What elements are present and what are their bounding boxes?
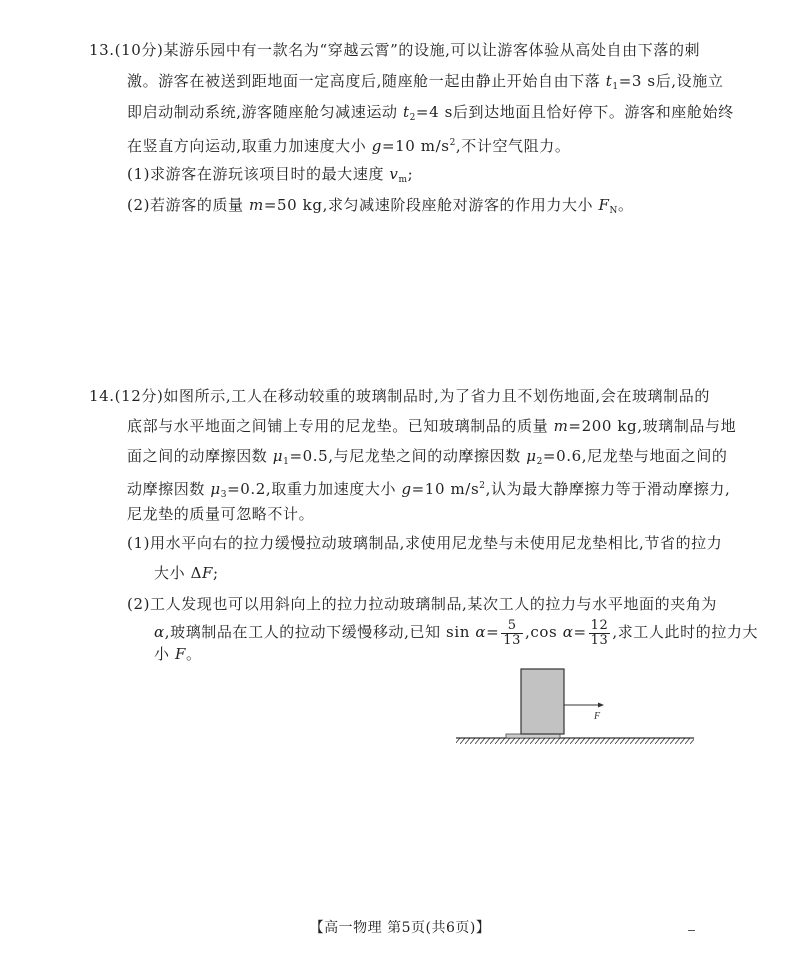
t2-variable: t: [402, 103, 410, 121]
q14-line-2: [127, 416, 736, 436]
q14-part2-text: 。: [185, 645, 202, 663]
corner-mark: [688, 930, 695, 931]
footer-text: 【高一物理 第5页(共6页)】: [309, 920, 491, 936]
vm-variable: v: [389, 165, 399, 183]
superscript: 2: [449, 138, 456, 148]
g-variable: g: [401, 480, 412, 498]
force-label: F: [594, 711, 601, 722]
q13-text: =10 m/s: [381, 137, 450, 155]
q14-line-1: [89, 386, 710, 406]
q14-text: =10 m/s: [411, 480, 480, 498]
q13-line-3: [127, 102, 734, 128]
q13-line-4: [127, 133, 570, 156]
fn-variable: F: [598, 196, 610, 214]
m-variable: m: [553, 417, 569, 435]
q13-part2-text: (2)若游客的质量: [127, 196, 250, 214]
mu1-subscript: 1: [283, 457, 290, 467]
q14-line-3: [127, 446, 728, 472]
q14-text: 底部与水平地面之间铺上专用的尼龙垫。已知玻璃制品的质量: [127, 417, 554, 435]
cos-denominator: 13: [590, 632, 609, 648]
equals-sign: =: [486, 623, 500, 641]
superscript: 2: [479, 481, 486, 491]
q14-text: =200 kg,玻璃制品与地: [568, 417, 737, 435]
page-footer: [0, 917, 800, 937]
mu2-variable: μ: [526, 447, 537, 465]
sin-denominator: 13: [503, 632, 522, 648]
q13-part-1: [127, 164, 413, 190]
ground-hatching: [456, 738, 694, 744]
q14-text: 动摩擦因数: [127, 480, 211, 498]
glass-block: [521, 669, 564, 734]
q13-text: 即启动制动系统,游客随座舱匀减速运动: [127, 103, 403, 121]
q14-text: 面之间的动摩擦因数: [127, 447, 273, 465]
q13-part1-text: ;: [407, 165, 414, 183]
q13-text: ,不计空气阻力。: [455, 137, 571, 155]
q14-part-1-line-1: [127, 533, 722, 553]
q14-part1-text: 大小 Δ: [154, 564, 203, 582]
q14-part1-text: ;: [213, 564, 219, 582]
sin-fraction: [501, 619, 523, 648]
mu1-variable: μ: [272, 447, 284, 465]
q14-part2-text: ,玻璃制品在工人的拉动下缓慢移动,已知 sin: [164, 623, 476, 641]
q13-text: 激。游客在被送到距地面一定高度后,随座舱一起由静止开始自由下落: [127, 72, 606, 90]
t1-subscript: 1: [612, 82, 619, 92]
q14-part-1-line-2: [154, 563, 219, 583]
q14-part-2-line-3: [154, 644, 202, 664]
q13-line-2: [127, 71, 723, 97]
cos-fraction: [589, 619, 611, 648]
q13-text: =4 s后到达地面且恰好停下。游客和座舱始终: [415, 103, 734, 121]
q14-part-2-line-1: [127, 594, 717, 614]
f-variable: F: [202, 564, 214, 582]
q14-part2-text: ,cos: [525, 623, 563, 641]
sin-numerator: 5: [501, 619, 523, 634]
mu2-subscript: 2: [536, 457, 543, 467]
q14-part2-text: ,求工人此时的拉力大: [612, 623, 759, 641]
q14-text: 尼龙垫的质量可忽略不计。: [127, 505, 315, 523]
q14-line-5: [127, 504, 314, 524]
q14-text: =0.5,与尼龙垫之间的动摩擦因数: [289, 447, 527, 465]
q14-part-2-line-2: [154, 617, 758, 648]
m-variable: m: [249, 196, 264, 214]
q13-part1-text: (1)求游客在游玩该项目时的最大速度: [127, 165, 390, 183]
t1-variable: t: [605, 72, 613, 90]
q14-part2-text: (2)工人发现也可以用斜向上的拉力拉动玻璃制品,某次工人的拉力与水平地面的夹角为: [127, 595, 718, 613]
q13-part-2: [127, 195, 634, 221]
vm-subscript: m: [398, 175, 408, 185]
q13-line-1: [89, 40, 700, 60]
glass-block-figure: [450, 660, 700, 750]
q13-text: 在竖直方向运动,取重力加速度大小: [127, 137, 372, 155]
cos-numerator: 12: [590, 617, 609, 633]
mu3-subscript: 3: [220, 490, 228, 500]
q14-part2-text: 小: [154, 645, 175, 663]
q14-text: =0.2,取重力加速度大小: [227, 480, 402, 498]
q13-stem-text: 13.(10分)某游乐园中有一款名为“穿越云霄”的设施,可以让游客体验从高处自由下落的刺: [89, 41, 701, 59]
alpha-variable: α: [154, 623, 165, 641]
q14-text: ,认为最大静摩擦力等于滑动摩擦力,: [485, 480, 731, 498]
q13-text: =3 s后,设施立: [618, 72, 724, 90]
alpha-variable: α: [475, 623, 487, 641]
f-variable: F: [174, 645, 186, 663]
g-variable: g: [371, 137, 382, 155]
alpha-variable: α: [562, 623, 574, 641]
t2-subscript: 2: [409, 113, 416, 123]
q13-part2-text: =50 kg,求匀减速阶段座舱对游客的作用力大小: [263, 196, 599, 214]
q14-line-4: [127, 476, 730, 505]
q14-text: =0.6,尼龙垫与地面之间的: [542, 447, 728, 465]
force-arrow-head: [598, 703, 604, 708]
q14-stem-text: 14.(12分)如图所示,工人在移动较重的玻璃制品时,为了省力且不划伤地面,会在玻璃制品的: [89, 387, 710, 405]
mu3-variable: μ: [210, 480, 221, 498]
q14-part1-text: (1)用水平向右的拉力缓慢拉动玻璃制品,求使用尼龙垫与未使用尼龙垫相比,节省的拉力: [127, 534, 723, 552]
q13-part2-text: 。: [618, 196, 634, 214]
fn-subscript: N: [609, 206, 619, 216]
equals-sign: =: [573, 623, 587, 641]
